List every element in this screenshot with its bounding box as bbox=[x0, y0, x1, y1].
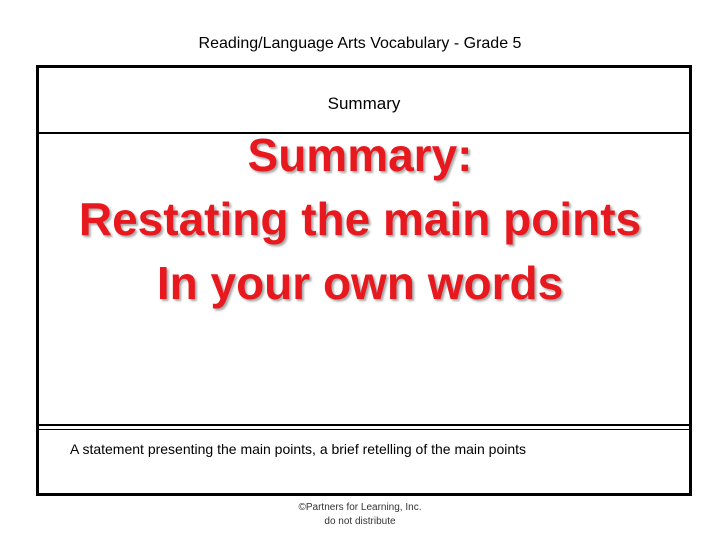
copyright-line: ©Partners for Learning, Inc. bbox=[298, 502, 422, 513]
divider bbox=[39, 429, 689, 430]
distribution-note: do not distribute bbox=[324, 516, 396, 527]
page-title: Reading/Language Arts Vocabulary - Grade 5 bbox=[198, 35, 522, 52]
visual-definition bbox=[0, 123, 720, 315]
visual-line: Restating the main points bbox=[78, 193, 642, 245]
definition-text: A statement presenting the main points, a brief retelling of the main points bbox=[70, 441, 527, 457]
divider bbox=[39, 424, 689, 426]
vocabulary-term: Summary bbox=[327, 94, 401, 113]
visual-line: In your own words bbox=[156, 257, 564, 309]
visual-line: Summary: bbox=[247, 129, 473, 181]
copyright-footer bbox=[0, 501, 720, 529]
